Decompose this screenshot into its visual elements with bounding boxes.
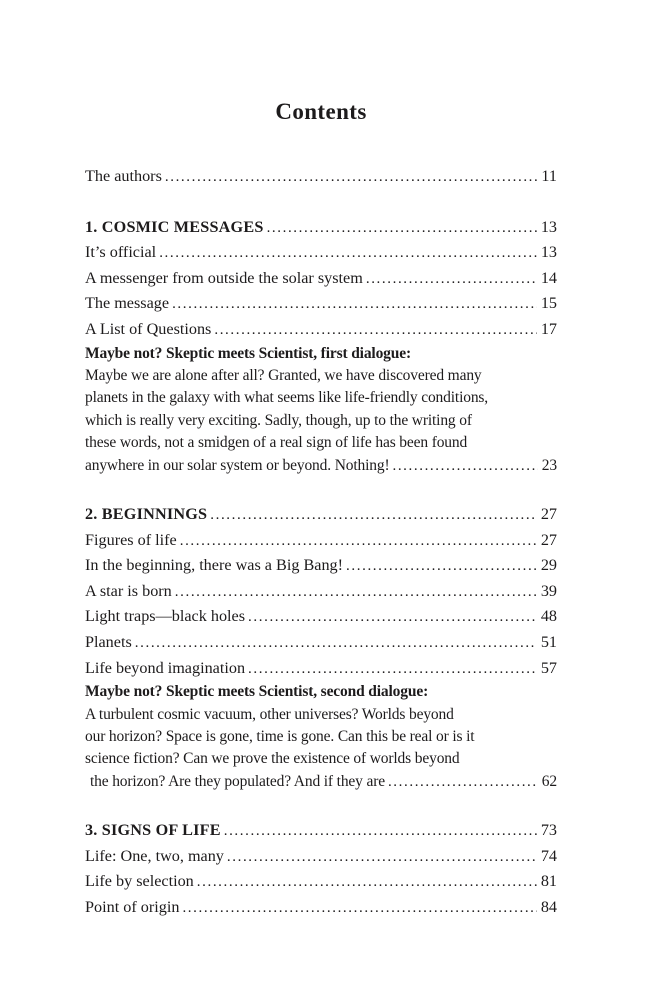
dot-leader [159, 240, 537, 266]
toc-entry-label: The message [85, 294, 170, 313]
toc-page-number: 29 [540, 556, 557, 575]
dot-leader [172, 291, 537, 317]
dot-leader [248, 604, 537, 630]
toc-entry-label: Light traps—black holes [85, 607, 246, 626]
toc-entry-the-authors[interactable] [85, 164, 557, 190]
toc-page-number: 14 [540, 268, 557, 287]
section-heading-row[interactable] [85, 215, 557, 241]
toc-page-number: 11 [541, 167, 557, 185]
section-heading-label: 2. BEGINNINGS [85, 505, 208, 523]
dot-leader [197, 869, 537, 895]
dialogue-heading: Maybe not? Skeptic meets Scientist, second dialogue: [85, 683, 429, 701]
dot-leader [227, 844, 537, 870]
section-heading-label: 3. SIGNS OF LIFE [85, 821, 221, 840]
toc-page-number: 84 [540, 897, 557, 916]
toc-page-number: 48 [540, 607, 557, 626]
toc-page-number: 27 [540, 505, 557, 523]
toc-entry-label: Life: One, two, many [85, 846, 224, 865]
dialogue-last-line-text: anywhere in our solar system or beyond. Nothing! [85, 456, 390, 474]
dialogue-line: Maybe we are alone after all? Granted, we have discovered many [85, 366, 482, 384]
dialogue-line: science fiction? Can we prove the existence of worlds beyond [85, 750, 460, 768]
toc-entry[interactable] [85, 869, 557, 895]
dot-leader [388, 771, 538, 793]
dot-leader [346, 553, 537, 579]
dot-leader [165, 164, 538, 190]
dot-leader [135, 630, 537, 656]
dot-leader [180, 528, 537, 554]
dot-leader [248, 656, 537, 682]
dot-leader [210, 502, 537, 528]
toc-page-number: 13 [540, 243, 557, 262]
dot-leader [366, 266, 537, 292]
toc-entry[interactable] [85, 844, 557, 870]
toc-section-signs-of-life [85, 818, 557, 920]
dot-leader [175, 579, 537, 605]
toc-page-number: 62 [541, 772, 557, 790]
dialogue-block-first [85, 343, 557, 477]
toc-page-number: 15 [540, 294, 557, 313]
toc-entry-label: It’s official [85, 243, 157, 262]
toc-entry-label: The authors [85, 167, 162, 185]
page-title: Contents [275, 99, 367, 124]
dialogue-line: planets in the galaxy with what seems like life-friendly conditions, [85, 389, 489, 407]
toc-entry[interactable] [85, 630, 557, 656]
toc-entry-label: A star is born [85, 581, 172, 600]
toc-entry-label: In the beginning, there was a Big Bang! [85, 556, 344, 575]
dot-leader [392, 455, 537, 477]
dialogue-line: these words, not a smidgen of a real sign of life has been found [85, 434, 468, 452]
toc-entry[interactable] [85, 240, 557, 266]
toc-section-beginnings [85, 502, 557, 793]
toc-page-number: 39 [540, 581, 557, 600]
toc-entry[interactable] [85, 317, 557, 343]
dialogue-line: A turbulent cosmic vacuum, other universes? Worlds beyond [85, 705, 454, 723]
toc-entry[interactable] [85, 579, 557, 605]
toc-entry[interactable] [85, 266, 557, 292]
toc-entry[interactable] [85, 291, 557, 317]
dot-leader [224, 818, 537, 844]
toc-entry[interactable] [85, 604, 557, 630]
toc-entry-label: A messenger from outside the solar system [85, 268, 363, 287]
toc-entry-label: Planets [85, 632, 132, 651]
toc-page-number: 57 [540, 658, 557, 677]
toc-page-number: 51 [540, 632, 557, 651]
toc-entry-label: Point of origin [85, 897, 180, 916]
toc-section-cosmic-messages [85, 215, 557, 477]
toc-entry-label: Life beyond imagination [85, 658, 246, 677]
toc-page-number: 74 [540, 846, 557, 865]
toc-entry-label: Life by selection [85, 872, 194, 891]
toc-entry[interactable] [85, 528, 557, 554]
dialogue-heading: Maybe not? Skeptic meets Scientist, first dialogue: [85, 344, 411, 362]
toc-entry-label: Figures of life [85, 530, 177, 549]
dot-leader [182, 895, 536, 921]
dialogue-last-line-text: the horizon? Are they populated? And if they are [90, 772, 385, 790]
toc-entry[interactable] [85, 656, 557, 682]
toc-entry[interactable] [85, 553, 557, 579]
section-heading-row[interactable] [85, 818, 557, 844]
dot-leader [214, 317, 536, 343]
toc-page-number: 13 [540, 217, 557, 236]
section-heading-label: 1. COSMIC MESSAGES [85, 217, 264, 236]
dialogue-line: our horizon? Space is gone, time is gone. Can this be real or is it [85, 727, 475, 745]
toc-entry-label: A List of Questions [85, 319, 212, 338]
toc-page-number: 73 [540, 821, 557, 840]
dialogue-line: which is really very exciting. Sadly, though, up to the writing of [85, 411, 472, 429]
dialogue-last-line-entry[interactable] [85, 771, 557, 793]
toc-entry[interactable] [85, 895, 557, 921]
dialogue-last-line-entry[interactable] [85, 455, 557, 477]
dot-leader [267, 215, 537, 241]
toc-page-number: 17 [540, 319, 557, 338]
dialogue-block-second [85, 681, 557, 793]
section-heading-row[interactable] [85, 502, 557, 528]
toc-page-number: 27 [540, 530, 557, 549]
toc-page-number: 23 [541, 456, 557, 474]
toc-page-number: 81 [540, 872, 557, 891]
